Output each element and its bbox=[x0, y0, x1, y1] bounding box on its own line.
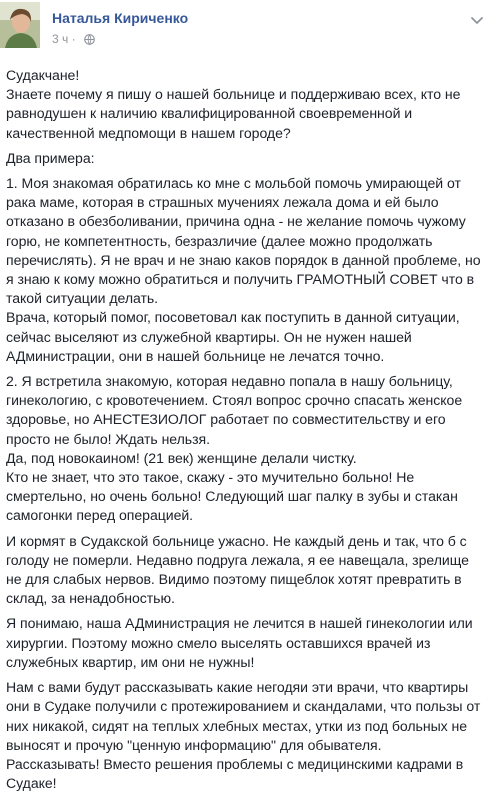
post-timestamp[interactable] bbox=[52, 32, 95, 46]
author-name[interactable]: Наталья Кириченко bbox=[52, 10, 189, 26]
avatar[interactable] bbox=[0, 2, 40, 48]
globe-icon[interactable] bbox=[84, 34, 95, 45]
post-paragraph: Я понимаю, наша АДминистрация не лечится в нашей гинекологии или хирургии. Поэтому можно смело выселять оставшихся врачей из служебных квартир, им они не нужны! bbox=[6, 615, 473, 670]
post-paragraph: Нам с вами будут рассказывать какие негодяи эти врачи, что квартиры они в Судаке получили с протежированием и скандалами, что пользы от них никакой, сидят на теплых хлебных местах, утки из под больных не выносят и прочую "ценную информацию" для обывателя. Рассказывать! Вместо решения проблемы с медицинскими кадрами в Судаке! bbox=[6, 679, 481, 792]
post-paragraph: 2. Я встретила знакомую, которая недавно попала в нашу больницу, гинекологию, с кровотечением. Стоял вопрос срочно спасать женское здоровье, но АНЕСТЕЗИОЛОГ работает по совместительству и его просто не было! Ждать нельзя. Да, под новокаином! (21 век) женщине делали чистку. Кто не знает, что это такое, скажу - это мучительно больно! Не смертельно, но очень больно! Следующий шаг палку в зубы и стакан самогонки перед операцией. bbox=[6, 373, 463, 524]
timestamp-text[interactable]: 3 ч bbox=[52, 32, 69, 46]
post-paragraph: 1. Моя знакомая обратилась ко мне с мольбой помочь умирающей от рака маме, которая в страшных мучениях лежала дома и ей было отказано в обезболивании, причина одна - не желание помочь чужому горю, не компетентность, безразличие (далее можно продолжать перечислять). Я не врач и не знаю каков порядок в данной проблеме, но я знаю к кому можно обратиться и получить ГРАМОТНЫЙ СОВЕТ что в такой ситуации делать. Врача, который помог, посоветовал как поступить в данной ситуации, сейчас выселяют из служебной квартиры. Он не нужен нашей АДминистрации, они в нашей больнице не лечатся точно. bbox=[6, 175, 481, 364]
chevron-down-icon[interactable] bbox=[469, 12, 485, 28]
post-body bbox=[6, 66, 484, 793]
post-paragraph: И кормят в Судакской больнице ужасно. Не каждый день и так, что б с голоду не померли. Недавно подруга лежала, я ее навещала, зрелище не для слабых нервов. Видимо поэтому пищеблок хотят превратить в склад, за ненадобностью. bbox=[6, 532, 469, 607]
meta-separator: · bbox=[68, 32, 79, 46]
post-paragraph: Судакчане! Знаете почему я пишу о нашей больнице и поддерживаю всех, кто не равнодушен к наличию квалифицированной своевременной и качественной медпомощи в нашем городе? bbox=[6, 67, 461, 141]
post-header bbox=[0, 0, 491, 56]
post-paragraph: Два примера: bbox=[6, 149, 95, 166]
